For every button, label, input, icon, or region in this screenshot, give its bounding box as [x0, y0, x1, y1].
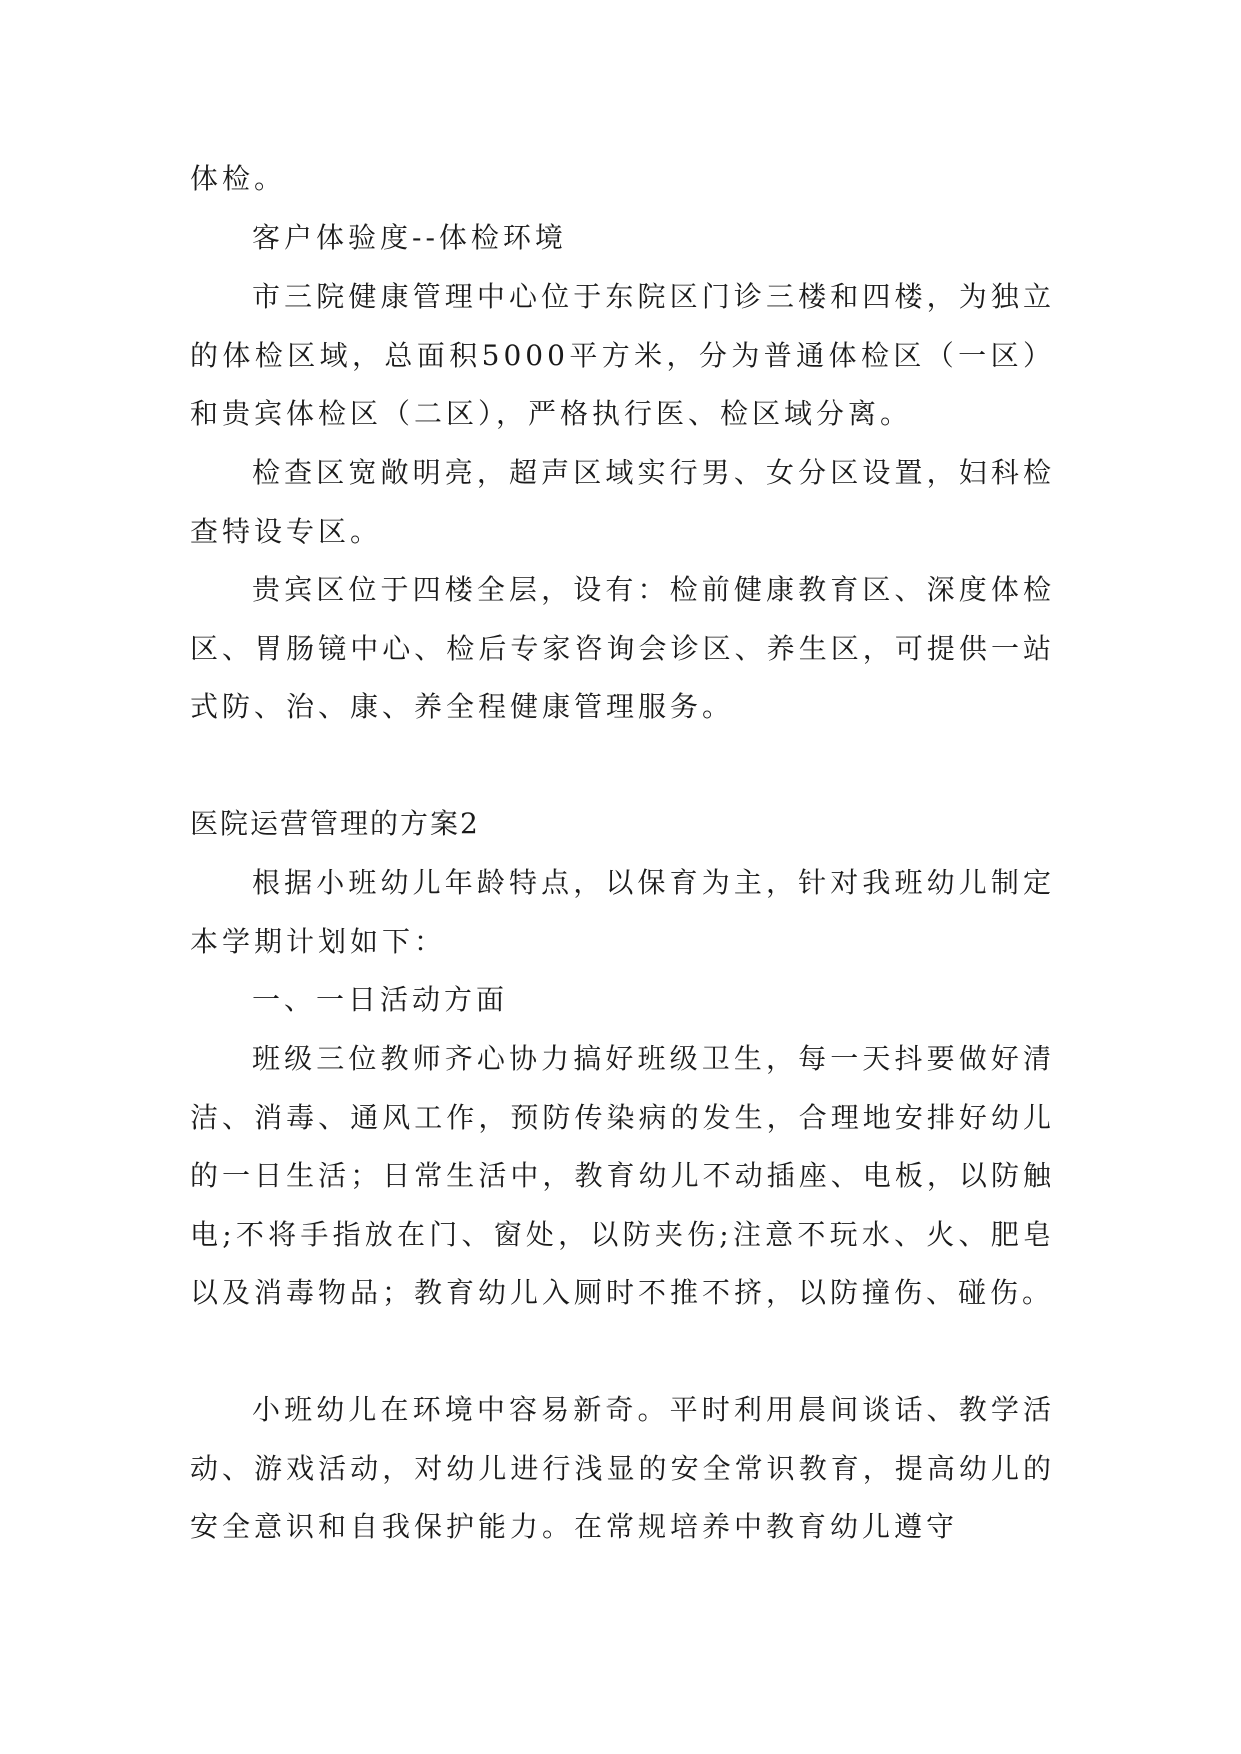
- paragraph-exam-area: 检查区宽敞明亮，超声区域实行男、女分区设置，妇科检查特设专区。: [190, 456, 1055, 548]
- paragraph-hygiene-safety: 班级三位教师齐心协力搞好班级卫生，每一天抖要做好清洁、消毒、通风工作，预防传染病的发生，合理地安排好幼儿的一日生活；日常生活中，教育幼儿不动插座、电板，以防触电;不将手指放在门、窗处，以防夹伤;注意不玩水、火、肥皂以及消毒物品；教育幼儿入厕时不推不挤，以防撞伤、碰伤。: [190, 1042, 1055, 1309]
- paragraph-safety-education: 小班幼儿在环境中容易新奇。平时利用晨间谈话、教学活动、游戏活动，对幼儿进行浅显的安全常识教育，提高幼儿的安全意识和自我保护能力。在常规培养中教育幼儿遵守: [190, 1393, 1055, 1543]
- paragraph-subheading: 客户体验度--体检环境: [252, 221, 567, 254]
- paragraph-daily-activities-heading: 一、一日活动方面: [252, 983, 509, 1016]
- section-title: 医院运营管理的方案2: [190, 807, 480, 840]
- paragraph-continuation: 体检。: [190, 162, 287, 195]
- paragraph-intro: 根据小班幼儿年龄特点，以保育为主，针对我班幼儿制定本学期计划如下：: [190, 866, 1055, 958]
- paragraph-center-location: 市三院健康管理中心位于东院区门诊三楼和四楼，为独立的体检区域，总面积5000平方米，分为普通体检区（一区）和贵宾体检区（二区），严格执行医、检区域分离。: [190, 280, 1055, 430]
- paragraph-vip-area: 贵宾区位于四楼全层，设有：检前健康教育区、深度体检区、胃肠镜中心、检后专家咨询会诊区、养生区，可提供一站式防、治、康、养全程健康管理服务。: [190, 573, 1055, 723]
